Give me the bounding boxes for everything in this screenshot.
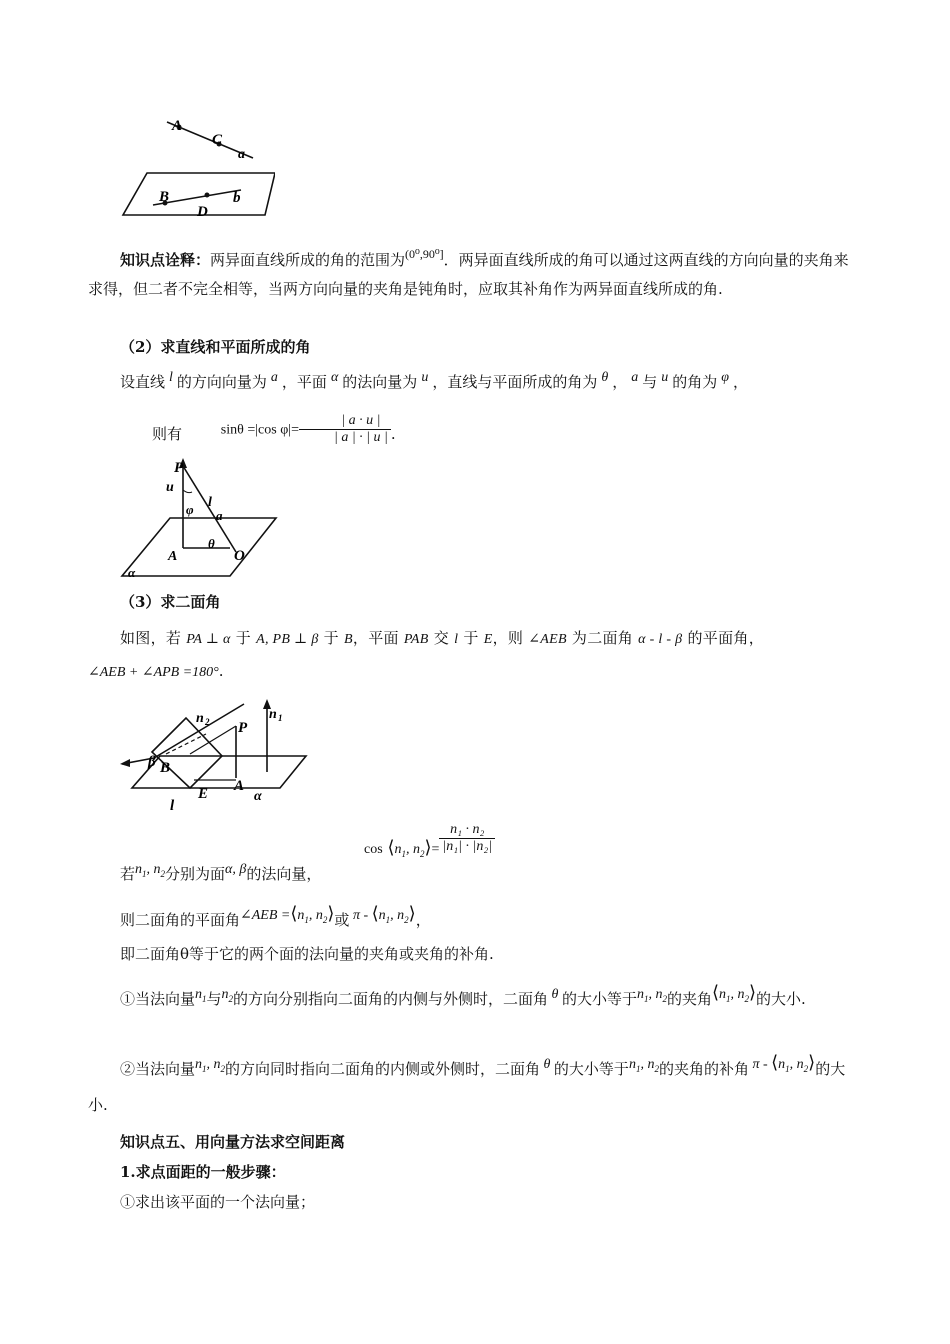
normal-vector-statement: 若$n_1$, $n_2$分别为面α, β的法向量， — [120, 862, 322, 883]
svg-text:B: B — [160, 760, 171, 776]
label-line-b: b — [233, 190, 241, 206]
svg-text:l: l — [170, 798, 175, 814]
dihedral-angle-figure — [116, 696, 312, 814]
section-2-text: 设直线 l 的方向向量为 a ，平面 α 的法向量为 u ，直线与平面所成的角为 θ ， a 与 u 的角为 φ ， — [120, 370, 749, 391]
svg-text:α: α — [254, 789, 262, 804]
section-5-heading: 知识点五、用向量方法求空间距离 — [120, 1133, 346, 1151]
section-2-heading: （2）求直线和平面所成的角 — [120, 338, 311, 356]
svg-text:n: n — [196, 711, 204, 726]
dihedral-equal-statement: 即二面角θ等于它的两个面的法向量的夹角或夹角的补角. — [120, 945, 494, 963]
label-a-upper: A — [172, 118, 183, 134]
angle-range: (0⁰,90⁰] — [405, 247, 444, 261]
section-3-text: 如图，若 PA ⊥ α 于 A, PB ⊥ β 于 B，平面 PAB 交 l 于 E，则 ∠AEB 为二面角 α - l - β 的平面角， — [120, 629, 764, 647]
svg-text:P: P — [238, 720, 248, 736]
sin-theta: sinθ =|cos φ|= — [220, 422, 299, 437]
section-3-angle-sum: ∠AEB + ∠APB =180°. — [88, 662, 224, 680]
dihedral-plane-angle: 则二面角的平面角∠AEB $=⟨n_1$, $n_2⟩$或 π - $⟨n_1$, $n_2⟩$， — [120, 903, 431, 929]
plane-alpha — [122, 518, 276, 576]
point-d — [205, 193, 210, 198]
svg-text:1: 1 — [278, 713, 283, 723]
svg-text:A: A — [168, 549, 178, 564]
plane-alpha — [132, 756, 306, 788]
section-5-step-1: ①求出该平面的一个法向量； — [120, 1193, 316, 1211]
section-5-subheading: 1.求点面距的一般步骤： — [120, 1163, 286, 1181]
case-2-text: ②当法向量$n_1$, $n_2$的方向同时指向二面角的内侧或外侧时，二面角 θ 的大小等于$n_1$, $n_2$的夹角的补角 π - $⟨n_1$, $n_2⟩$的大小. — [88, 1052, 846, 1114]
svg-text:u: u — [166, 480, 174, 495]
label-line-a: a — [238, 147, 245, 162]
svg-text:a: a — [216, 508, 223, 523]
line-plane-angle-figure — [118, 456, 280, 580]
svg-text:φ: φ — [186, 502, 194, 517]
note-title: 知识点诠释： — [120, 251, 211, 269]
label-b-upper: B — [159, 189, 170, 205]
svg-text:P: P — [174, 460, 184, 476]
sin-fraction: $\frac{| a \cdot u |}{| a | \cdot | u |}$ — [299, 413, 391, 446]
svg-text:β: β — [148, 754, 156, 770]
knowledge-note: 知识点诠释：两异面直线所成的角的范围为$^{(0^0,90^0]}$．两异面直线所成的角可以通过这两直线的方向向量的夹角来求得，但二者不完全相等，当两方向向量的夹角是钝角时，应取其补角作为两异面直线所成的角. — [88, 247, 849, 298]
svg-text:2: 2 — [205, 717, 210, 727]
label-d: D — [197, 204, 208, 220]
normal-vector-cos-formula: $\cos ⟨n_1$, $n_2⟩=$ $\frac{\text{n₁ · n₂}}{\text{|n₁| · |n₂|}}$ — [364, 822, 564, 855]
svg-text:O: O — [234, 548, 245, 564]
svg-text:n: n — [269, 707, 277, 722]
section-2-formula: 则有 sinθ =|cos φ|= $\frac{| a \cdot u |}{| a | \cdot | u |}$ . — [152, 412, 396, 445]
svg-text:α: α — [128, 565, 136, 580]
label-c: C — [212, 132, 223, 148]
svg-text:l: l — [208, 495, 212, 510]
case-1-text: ①当法向量$n_1$与$n_2$的方向分别指向二面角的内侧与外侧时，二面角 θ 的大小等于$n_1$, $n_2$的夹角$⟨n_1$, $n_2⟩$的大小. — [120, 982, 806, 1008]
svg-text:A: A — [234, 778, 245, 794]
section-3-heading: （3）求二面角 — [120, 593, 221, 611]
svg-text:E: E — [198, 786, 209, 802]
svg-text:θ: θ — [208, 536, 215, 551]
skew-lines-figure — [115, 112, 275, 224]
